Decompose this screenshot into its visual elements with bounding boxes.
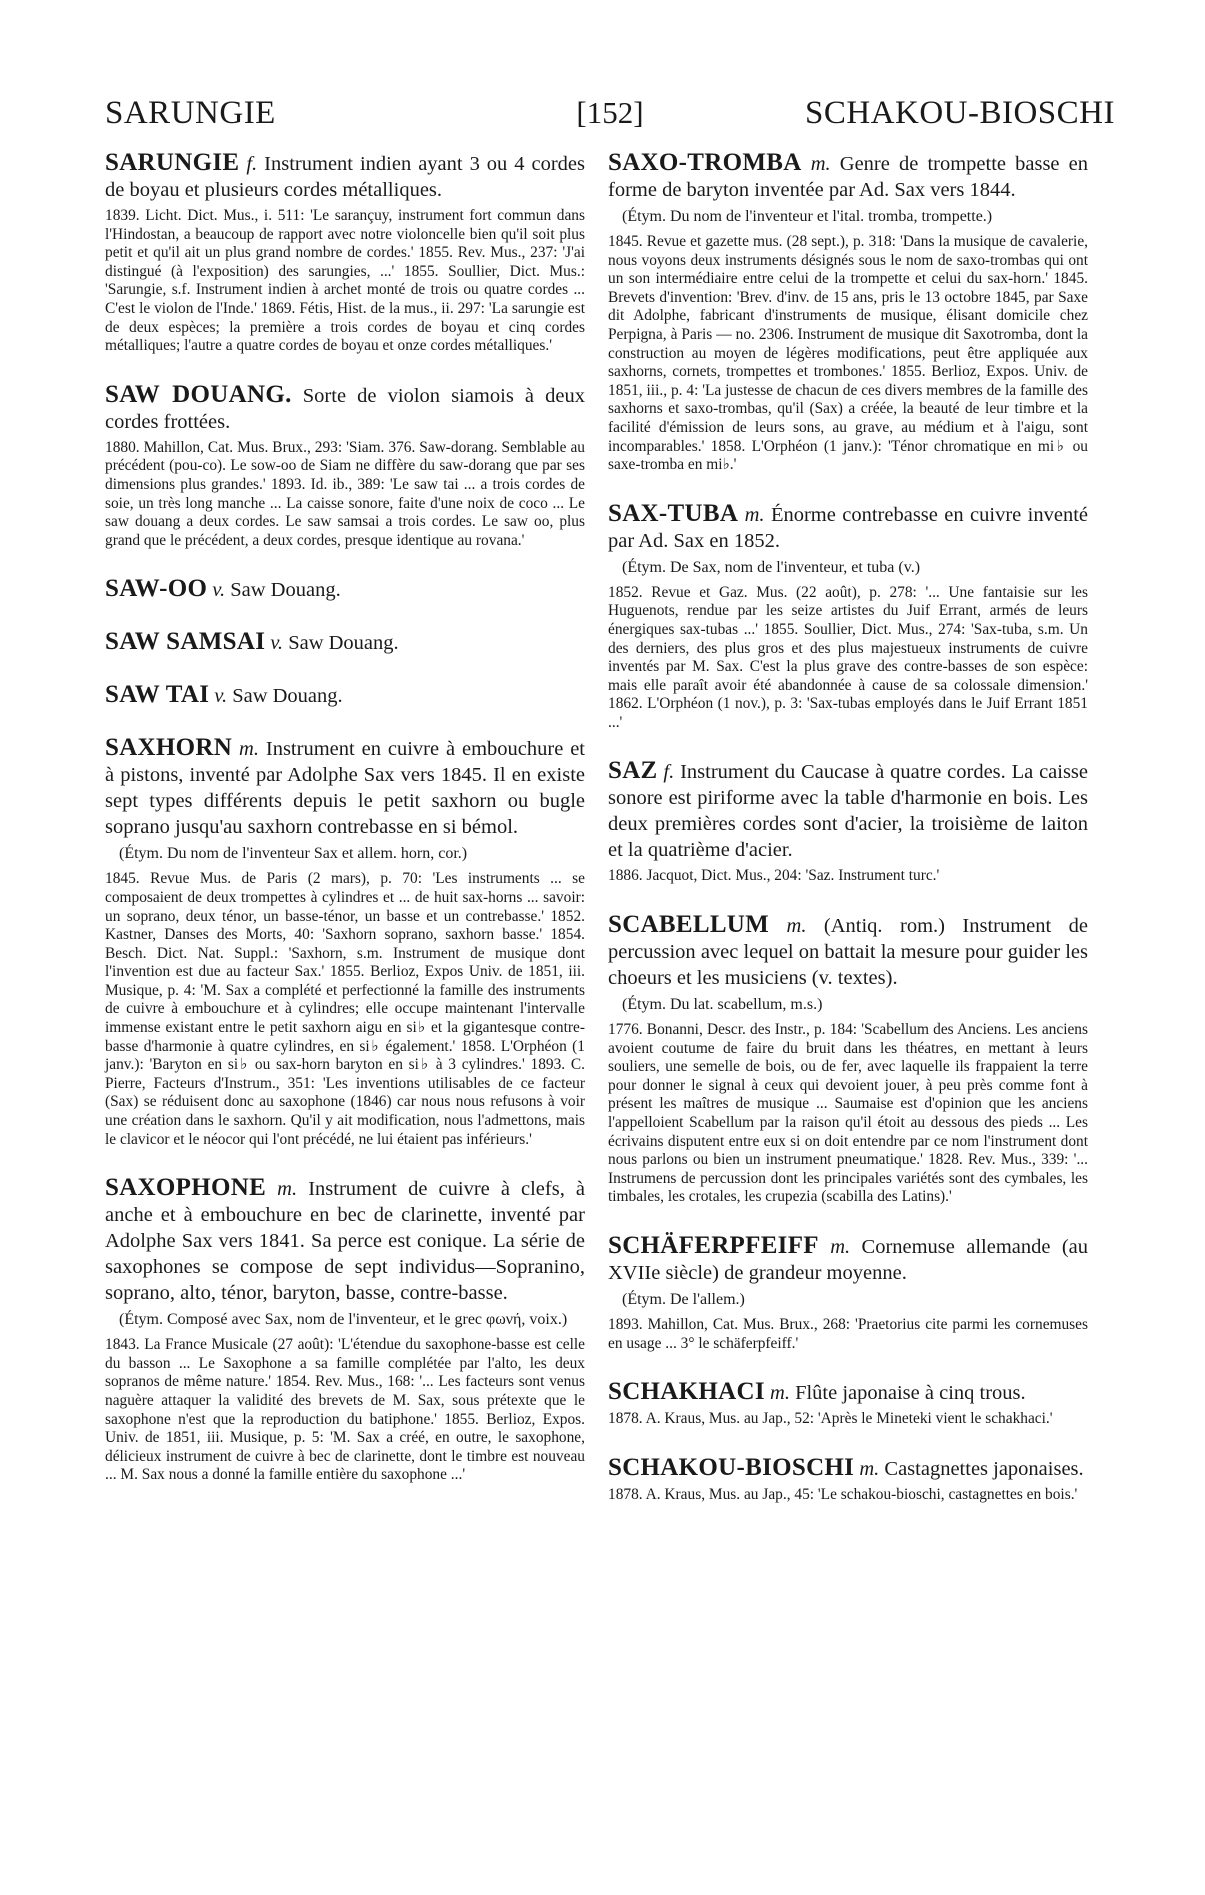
dictionary-entry: [608, 1233, 1088, 1353]
entry-gram: m.: [277, 1178, 298, 1201]
entry-definition-block: [105, 629, 585, 656]
entry-definition: Instrument indien ayant 3 ou 4 cordes de boyau et plusieurs cordes métalliques.: [105, 153, 586, 201]
entry-definition-block: [608, 150, 1088, 203]
entry-citations: 1878. A. Kraus, Mus. au Jap., 45: 'Le schakou-bioschi, castagnettes en bois.': [608, 1485, 1078, 1503]
entry-definition: Sorte de violon siamois à deux cordes frottées.: [105, 384, 585, 433]
entry-headword: SAZ: [608, 757, 658, 785]
entry-headword: SCHÄFERPFEIFF: [608, 1232, 819, 1259]
entry-citations: 1839. Licht. Dict. Mus., i. 511: 'Le sarançuy, instrument fort commun dans l'Hindostan, a beaucoup de rapport avec notre violoncelle bien qu'il soit plus petit et qu'il ait un plus grand nombre de cordes.' 1855. Rev. Mus., 237: 'J'ai distingué (à l'exposition) des sarungies, ...' 1855. Soullier, Dict. Mus.: 'Sarungie, s.f. Instrument indien à archet monté de trois ou quatre cordes ... C'est le violon de l'Inde.' 1869. Fétis, Hist. de la mus., ii. 297: 'La sarungie est de deux espèces; la première a trois cordes de boyau et cinq cordes métalliques; l'autre a quatre cordes de boyau et onze cordes métalliques.': [105, 207, 585, 355]
entry-gram: v.: [212, 579, 226, 602]
entry-definition-block: [105, 576, 585, 603]
dictionary-entry: [608, 912, 1088, 1207]
entry-etymology: (Étym. Du nom de l'inventeur Sax et allem. horn, cor.): [119, 845, 468, 863]
entry-definition-block: [608, 1233, 1088, 1286]
entry-headword: SAW-OO: [105, 575, 208, 603]
entry-headword: SAW TAI: [105, 681, 210, 709]
entry-definition-block: [105, 735, 585, 840]
entry-citations: 1893. Mahillon, Cat. Mus. Brux., 268: 'Praetorius cite parmi les cornemuses en usage ... 3° le schäferpfeiff.': [608, 1316, 1088, 1352]
entry-gram: m.: [859, 1457, 880, 1480]
entry-definition: Instrument du Caucase à quatre cordes. La caisse sonore est piriforme avec la table d'harmonie en bois. Les deux premières cordes sont d'acier, la troisième de laiton et la quatrième d'acier.: [608, 761, 1089, 862]
page-number: [152]: [576, 95, 644, 130]
dictionary-entry: [608, 1455, 1088, 1505]
dictionary-entry: [105, 682, 585, 709]
entry-gram: m.: [744, 503, 765, 526]
entry-headword: SCHAKHACI: [608, 1378, 765, 1406]
running-header: [105, 95, 1115, 145]
running-head-left: SARUNGIE: [105, 95, 276, 131]
entry-etymology: (Étym. De Sax, nom de l'inventeur, et tuba (v.): [622, 558, 921, 576]
entry-definition-block: [105, 682, 585, 709]
entry-citations: 1880. Mahillon, Cat. Mus. Brux., 293: 'Siam. 376. Saw-dorang. Semblable au précédent (pou-co). Le sow-oo de Siam ne diffère du saw-dorang que par ses dimensions plus grandes.' 1893. Id. ib., 389: 'Le saw tai ... a trois cordes de soie, un très long manche ... La caisse sonore, faite d'une noix de coco ... Le saw douang a deux cordes. Le saw samsai a trois cordes. Le saw oo, plus grand que le précédent, a deux cordes, presque identique au rovana.': [105, 438, 585, 549]
entry-headword: SARUNGIE: [105, 149, 240, 176]
entry-definition-block: [105, 1175, 585, 1306]
entry-headword: SAW DOUANG.: [105, 380, 292, 408]
entry-definition: Castagnettes japonaises.: [884, 1457, 1084, 1480]
entry-definition-block: [105, 150, 585, 203]
entry-etymology: (Étym. De l'allem.): [622, 1291, 745, 1308]
entry-etymology: (Étym. Du nom de l'inventeur et l'ital. tromba, trompette.): [622, 208, 993, 225]
entry-definition-block: [608, 1379, 1088, 1406]
entry-definition: (Antiq. rom.) Instrument de percussion avec lequel on battait la mesure pour guider les choeurs et les musiciens (v. textes).: [608, 915, 1089, 990]
entry-definition: Genre de trompette basse en forme de baryton inventée par Ad. Sax vers 1844.: [608, 153, 1088, 201]
entry-citations: 1845. Revue Mus. de Paris (2 mars), p. 70: 'Les instruments ... se composaient de deux trompettes à cylindres et ... de huit sax-horns ... savoir: un soprano, deux ténor, un basse-ténor, un basse et un contrebasse.' 1852. Kastner, Danses des Morts, 40: 'Saxhorn soprano, saxhorn basse.' 1854. Besch. Dict. Nat. Suppl.: 'Saxhorn, s.m. Instrument de musique dont l'invention est due au facteur Sax.' 1855. Berlioz, Expos Univ. de 1851, iii. Musique, p. 4: 'M. Sax a complété et perfectionné la famille des instruments de cuivre à embouchure et à cylindres; elle occupe maintenant l'intervalle immense existant entre le petit saxhorn aigu en si♭ et la gigantesque contre-basse d'harmonie à quatre cylindres, en si♭ également.' 1858. L'Orphéon (1 janv.): 'Baryton en si♭ ou sax-horn baryton en si♭ à 3 cylindres.' 1893. C. Pierre, Facteurs d'Instrum., 351: 'Les inventions utilisables de ce facteur (Sax) se réduisent donc au saxophone (1846) car nous nous refusons à voir une création dans le saxhorn. Qu'il y ait modification, nous l'admettons, mais le clavicor et le néocor qui l'ont précédé, ne lui étaient pas inférieurs.': [105, 870, 585, 1148]
right-column: [608, 150, 1088, 1530]
entry-headword: SAX-TUBA: [608, 499, 739, 527]
entry-definition: Énorme contrebasse en cuivre inventé par Ad. Sax en 1852.: [608, 503, 1088, 552]
entry-citations: 1843. La France Musicale (27 août): 'L'étendue du saxophone-basse est celle du basson ... Le Saxophone a sa famille complétée par l'alto, les deux sopranos de même nature.' 1854. Rev. Mus., 168: '... Les facteurs sont venus naguère attaquer la validité des brevets de M. Sax, sous prétexte que le saxophone n'est que la reproduction du batiphone.' 1855. Berlioz, Expos. Univ. de 1851, iii. Musique, p. 5: 'M. Sax a créé, en outre, le saxophone, délicieux instrument de cuivre à bec de clarinette, dont le timbre est nouveau ... M. Sax nous a donné la famille entière du saxophone ...': [105, 1336, 585, 1484]
dictionary-entry: [105, 629, 585, 656]
entry-headword: SAXO-TROMBA: [608, 149, 802, 176]
entry-cross-reference: Saw Douang.: [288, 632, 399, 655]
entry-etymology: (Étym. Composé avec Sax, nom de l'inventeur, et le grec φωνή, voix.): [119, 1311, 568, 1329]
entry-definition-block: [608, 501, 1088, 554]
running-head-right: SCHAKOU-BIOSCHI: [804, 95, 1115, 131]
entry-gram: f.: [246, 153, 258, 175]
entry-definition: Flûte japonaise à cinq trous.: [795, 1382, 1026, 1405]
entry-gram: v.: [214, 685, 228, 708]
entry-cross-reference: Saw Douang.: [230, 579, 341, 602]
entry-headword: SAXOPHONE: [105, 1174, 267, 1202]
entry-gram: f.: [663, 761, 675, 784]
left-column: [105, 150, 585, 1511]
entry-cross-reference: Saw Douang.: [232, 685, 343, 708]
dictionary-entry: [608, 1379, 1088, 1429]
dictionary-entry: [105, 735, 585, 1149]
entry-headword: SCABELLUM: [608, 911, 770, 939]
entry-headword: SAXHORN: [105, 734, 233, 762]
entry-definition-block: [608, 758, 1088, 863]
entry-citations: 1852. Revue et Gaz. Mus. (22 août), p. 278: '... Une fantaisie sur les Huguenots, rendue par les seize artistes du Juif Errant, armés de leurs énergiques sax-tubas ...' 1855. Soullier, Dict. Mus., 274: 'Sax-tuba, s.m. Un des derniers, des plus gros et des plus majestueux instruments de cuivre inventés par M. Sax. C'est la plus grave des contre-basses de son espèce: mais elle paraît avoir été abandonnée à cause de sa colossale dimension.' 1862. L'Orphéon (1 nov.), p. 3: 'Sax-tubas employés dans le Juif Errant 1851 ...': [608, 583, 1088, 731]
entry-citations: 1878. A. Kraus, Mus. au Jap., 52: 'Après le Mineteki vient le schakhaci.': [608, 1410, 1053, 1428]
entry-definition: Instrument en cuivre à embouchure et à pistons, inventé par Adolphe Sax vers 1845. Il en existe sept types différents depuis le petit saxhorn ou bugle soprano jusqu'au saxhorn contrebasse en si bémol.: [105, 738, 585, 839]
entry-etymology: (Étym. Du lat. scabellum, m.s.): [622, 996, 823, 1014]
dictionary-entry: [105, 382, 585, 551]
entry-gram: m.: [810, 153, 831, 175]
entry-definition-block: [608, 912, 1088, 991]
entry-definition-block: [105, 382, 585, 435]
entry-definition-block: [608, 1455, 1088, 1482]
dictionary-entry: [608, 501, 1088, 733]
entry-definition: Instrument de cuivre à clefs, à anche et à embouchure en bec de clarinette, inventé par Adolphe Sax vers 1841. Sa perce est conique. La série de saxophones se compose de sept individus—Sopranino, soprano, alto, ténor, baryton, basse, contre-basse.: [105, 1178, 586, 1305]
entry-headword: SAW SAMSAI: [105, 628, 266, 656]
dictionary-entry: [105, 576, 585, 603]
entry-citations: 1845. Revue et gazette mus. (28 sept.), p. 318: 'Dans la musique de cavalerie, nous voyons deux instruments désignés sous le nom de saxo-trombas qui ont un son intermédiaire entre celui de la trompette et celui du sax-horn.' 1845. Brevets d'invention: 'Brev. d'inv. de 15 ans, pris le 13 octobre 1845, par Saxe dit Adolphe, fabricant d'instruments de musique, élisant domicile chez Perpigna, à Paris — no. 2306. Instrument de musique dit Saxotromba, dont la construction au moyen de légères modifications, peut être appliquée aux saxhorns, cornets, trompettes et trombones.' 1855. Berlioz, Expos. Univ. de 1851, iii., p. 4: 'La justesse de chacun de ces divers membres de la famille des saxhorns et saxo-trombas, qu'il (Sax) a créée, la beauté de leur timbre et la facilité d'émission de leurs sons, au grave, au médium et à l'aigu, sont incomparables.' 1858. L'Orphéon (1 janv.): 'Ténor chromatique en mi♭ ou saxe-tromba en mi♭.': [608, 233, 1088, 474]
dictionary-entry: [608, 150, 1088, 475]
entry-citations: 1776. Bonanni, Descr. des Instr., p. 184: 'Scabellum des Anciens. Les anciens avoient coutume de faire du bruit dans les théatres, en mettant à leurs souliers, une semelle de bois, ou de fer, avec laquelle ils frappaient la terre pour donner le signal à ceux qui devoient jouer, à peu près comme font à présent les maîtres de musique ... Saumaise est d'opinion que les anciens l'appelloient Scabellum par la raison qu'il étoit au dessous des pieds ... Les écrivains disputent entre eux si on doit entendre par ce nom l'instrument dont nous parlons ou bien un instrument pneumatique.' 1828. Rev. Mus., 339: '... Instrumens de percussion dont les principales variétés sont des cymbales, les timbales, les crotales, les crupezia (scabilla des Latins).': [608, 1021, 1088, 1206]
entry-headword: SCHAKOU-BIOSCHI: [608, 1453, 855, 1481]
entry-citations: 1886. Jacquot, Dict. Mus., 204: 'Saz. Instrument turc.': [608, 867, 940, 885]
entry-gram: m.: [786, 915, 807, 938]
entry-definition: Cornemuse allemande (au XVIIe siècle) de grandeur moyenne.: [608, 1236, 1089, 1284]
entry-gram: m.: [770, 1382, 790, 1405]
entry-gram: m.: [239, 738, 259, 761]
dictionary-entry: [608, 758, 1088, 886]
entry-gram: v.: [270, 632, 284, 655]
dictionary-entry: [105, 150, 585, 356]
entry-gram: m.: [830, 1236, 851, 1258]
dictionary-entry: [105, 1175, 585, 1485]
